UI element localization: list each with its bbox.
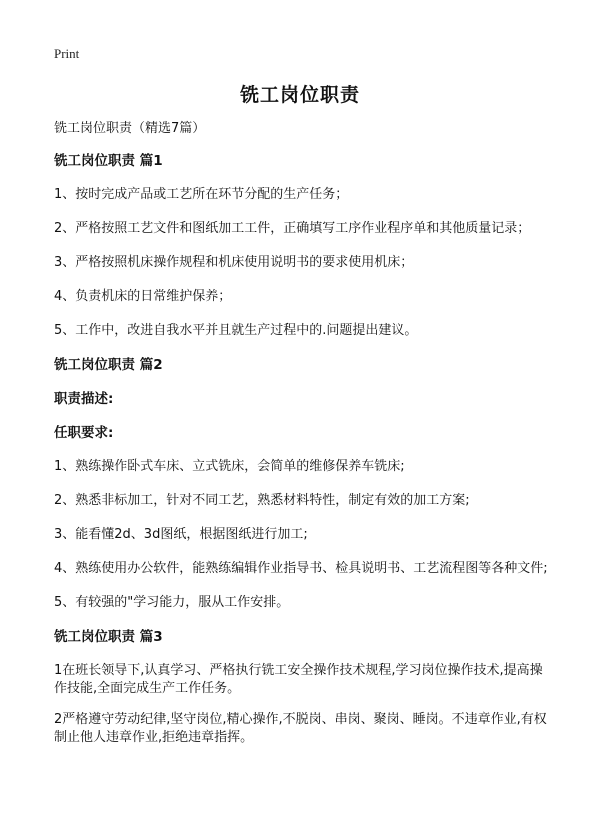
list-item: 1在班长领导下,认真学习、严格执行铣工安全操作技术规程,学习岗位操作技术,提高操作技能,全面完成生产工作任务。 <box>54 663 543 696</box>
list-item: 4、负责机床的日常维护保养； <box>54 289 232 304</box>
section-heading: 铣工岗位职责 篇2 <box>54 357 163 373</box>
section-heading: 铣工岗位职责 篇3 <box>54 629 163 645</box>
section-heading: 铣工岗位职责 篇1 <box>54 153 163 169</box>
print-label: Print <box>54 46 80 61</box>
document-subtitle: 铣工岗位职责（精选7篇） <box>54 121 206 136</box>
list-item: 1、熟练操作卧式车床、立式铣床，会简单的维修保养车铣床; <box>54 459 405 474</box>
list-item: 3、能看懂2d、3d图纸，根据图纸进行加工; <box>54 527 308 542</box>
requirements-label: 任职要求: <box>54 425 114 441</box>
list-item: 2、熟悉非标加工，针对不同工艺，熟悉材料特性，制定有效的加工方案; <box>54 493 470 508</box>
list-item: 2严格遵守劳动纪律,坚守岗位,精心操作,不脱岗、串岗、聚岗、睡岗。不违章作业,有权制止他人违章作业,拒绝违章指挥。 <box>54 712 547 745</box>
list-item: 5、有较强的"学习能力，服从工作安排。 <box>54 595 290 610</box>
list-item: 4、熟练使用办公软件，能熟练编辑作业指导书、检具说明书、工艺流程图等各种文件; <box>54 561 548 576</box>
responsibility-description-label: 职责描述: <box>54 391 114 407</box>
list-item: 2、严格按照工艺文件和图纸加工工件，正确填写工序作业程序单和其他质量记录； <box>54 221 531 236</box>
document-title: 铣工岗位职责 <box>239 84 360 106</box>
list-item: 3、严格按照机床操作规程和机床使用说明书的要求使用机床； <box>54 255 414 270</box>
list-item: 1、按时完成产品或工艺所在环节分配的生产任务； <box>54 187 349 202</box>
list-item: 5、工作中，改进自我水平并且就生产过程中的.问题提出建议。 <box>54 323 418 338</box>
document-body <box>54 120 554 760</box>
